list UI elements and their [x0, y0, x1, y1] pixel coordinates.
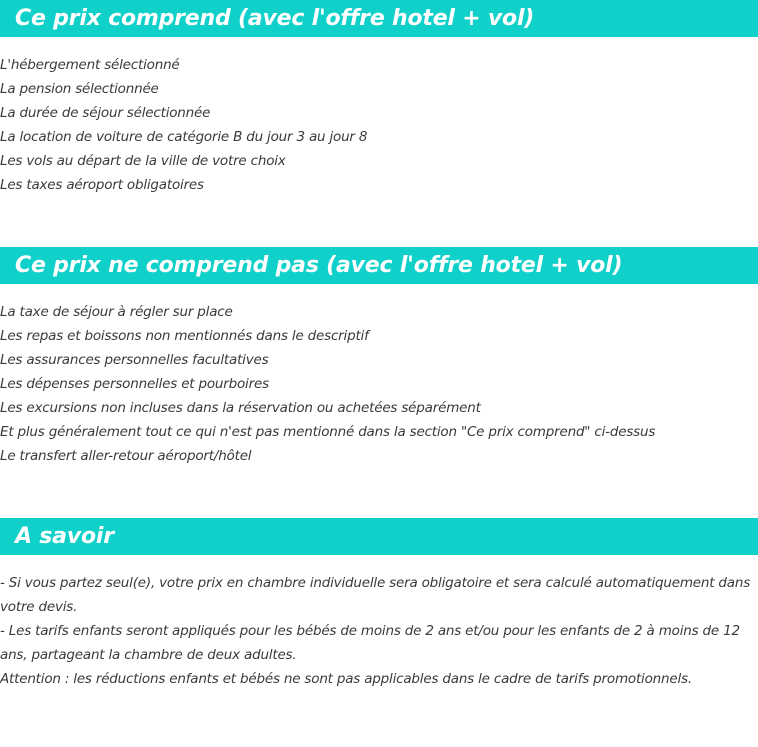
- included-section: [0, 0, 758, 197]
- list-item: Et plus généralement tout ce qui n'est pas mentionné dans la section "Ce prix comprend" ci-dessus: [0, 424, 656, 440]
- info-paragraph: - Si vous partez seul(e), votre prix en chambre individuelle sera obligatoire et sera calculé automatiquement dans votre devis.: [0, 575, 751, 615]
- excluded-section: [0, 247, 758, 468]
- list-item: Les taxes aéroport obligatoires: [0, 177, 204, 193]
- info-paragraph: Attention : les réductions enfants et bébés ne sont pas applicables dans le cadre de tarifs promotionnels.: [0, 671, 692, 687]
- list-item: L'hébergement sélectionné: [0, 57, 180, 73]
- included-title: Ce prix comprend (avec l'offre hotel + vol): [15, 6, 535, 31]
- info-title: A savoir: [15, 524, 114, 549]
- excluded-list: [0, 300, 758, 468]
- list-item: La pension sélectionnée: [0, 81, 159, 97]
- list-item: Les vols au départ de la ville de votre choix: [0, 153, 286, 169]
- list-item: Les assurances personnelles facultatives: [0, 352, 269, 368]
- excluded-banner: [0, 247, 758, 284]
- included-banner: [0, 0, 758, 37]
- info-banner: [0, 518, 758, 555]
- list-item: Les repas et boissons non mentionnés dans le descriptif: [0, 328, 369, 344]
- list-item: La durée de séjour sélectionnée: [0, 105, 211, 121]
- list-item: La taxe de séjour à régler sur place: [0, 304, 233, 320]
- excluded-title: Ce prix ne comprend pas (avec l'offre hotel + vol): [15, 253, 623, 278]
- included-list: [0, 53, 758, 197]
- info-paragraph: - Les tarifs enfants seront appliqués pour les bébés de moins de 2 ans et/ou pour les enfants de 2 à moins de 12 ans, partageant la chambre de deux adultes.: [0, 623, 740, 663]
- list-item: La location de voiture de catégorie B du jour 3 au jour 8: [0, 129, 368, 145]
- list-item: Les excursions non incluses dans la réservation ou achetées séparément: [0, 400, 481, 416]
- info-body: [0, 571, 758, 691]
- info-section: [0, 518, 758, 691]
- list-item: Le transfert aller-retour aéroport/hôtel: [0, 448, 252, 464]
- list-item: Les dépenses personnelles et pourboires: [0, 376, 269, 392]
